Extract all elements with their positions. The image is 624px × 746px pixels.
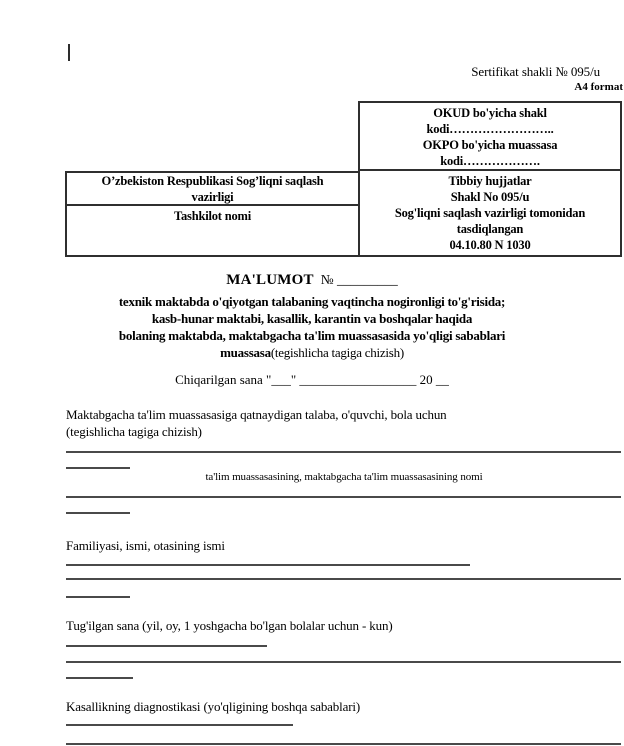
approval-line4: tasdiqlangan	[456, 222, 524, 236]
blank-line-full	[66, 451, 621, 453]
blank-line-medium	[66, 645, 267, 647]
approval-line5: 04.10.80 N 1030	[449, 238, 531, 252]
okud-code-line: kodi……………………..	[426, 122, 554, 136]
subtitle-line-1: texnik maktabda o'qiyotgan talabaning vaqtincha nogironligi to'g'risida;	[118, 294, 506, 309]
approval-line2: Shakl No 095/u	[450, 190, 530, 204]
okud-okpo-cell	[358, 101, 622, 171]
birth-date-field-label: Tug'ilgan sana (yil, oy, 1 yoshgacha bo'lgan bolalar uchun - kun)	[66, 618, 393, 633]
blank-line-short	[66, 677, 133, 679]
text-cursor	[68, 44, 70, 61]
approval-line1: Tibbiy hujjatlar	[448, 174, 532, 188]
approval-line3: Sog'liqni saqlash vazirligi tomonidan	[394, 206, 586, 220]
document-title	[20, 272, 604, 289]
okpo-code-line: kodi……………….	[440, 154, 540, 168]
attendee-field-label	[66, 406, 586, 440]
ministry-row	[67, 173, 358, 206]
subtitle-note: (tegishlicha tagiga chizish)	[270, 345, 404, 360]
subtitle-line-2: kasb-hunar maktabi, kasallik, karantin va boshqalar haqida	[151, 311, 473, 326]
blank-line-short	[66, 512, 130, 514]
subtitle-line-4	[20, 344, 604, 361]
diagnosis-field-label: Kasallikning diagnostikasi (yo'qligining boshqa sabablari)	[66, 699, 361, 714]
blank-line-medium	[66, 724, 293, 726]
approval-cell	[358, 169, 622, 257]
blank-line-short	[66, 596, 130, 598]
blank-line-full	[66, 496, 621, 498]
title-number-blank: № _________	[320, 272, 398, 287]
form-header-table	[65, 101, 622, 257]
document-subtitle	[20, 293, 604, 361]
ministry-line1: O’zbekiston Respublikasi Sog’liqni saqlash	[101, 174, 324, 188]
okpo-line: OKPO bo'yicha muassasa	[422, 138, 558, 152]
subtitle-line-3: bolaning maktabda, maktabgacha ta'lim muassasasida yo'qligi sabablari	[118, 328, 506, 343]
certificate-form-label: Sertifikat shakli № 095/u	[471, 64, 600, 79]
organization-row: Tashkilot nomi	[174, 209, 251, 223]
attendee-annotation: ta'lim muassasasining, maktabgacha ta'lim muassasasining nomi	[205, 471, 483, 483]
subtitle-bold-tail: muassasa	[220, 345, 271, 360]
blank-line-full	[66, 743, 621, 745]
attendee-label-line1: Maktabgacha ta'lim muassasasiga qatnaydigan talaba, o'quvchi, bola uchun	[66, 407, 447, 422]
ministry-organization-cell	[65, 171, 360, 257]
title-text: MA'LUMOT	[226, 272, 314, 288]
okud-line: OKUD bo'yicha shakl	[433, 106, 547, 120]
paper-format-label: A4 format	[574, 81, 623, 93]
blank-line-short	[66, 467, 130, 469]
full-name-field-label: Familiyasi, ismi, otasining ismi	[66, 538, 225, 553]
blank-line-full	[66, 661, 621, 663]
blank-line-medium	[66, 564, 470, 566]
issue-date-line: Chiqarilgan sana "___" __________________ 20 __	[175, 372, 449, 387]
ministry-line2: vazirligi	[191, 189, 234, 204]
blank-line-full	[66, 578, 621, 580]
attendee-label-line2: (tegishlicha tagiga chizish)	[66, 424, 202, 439]
